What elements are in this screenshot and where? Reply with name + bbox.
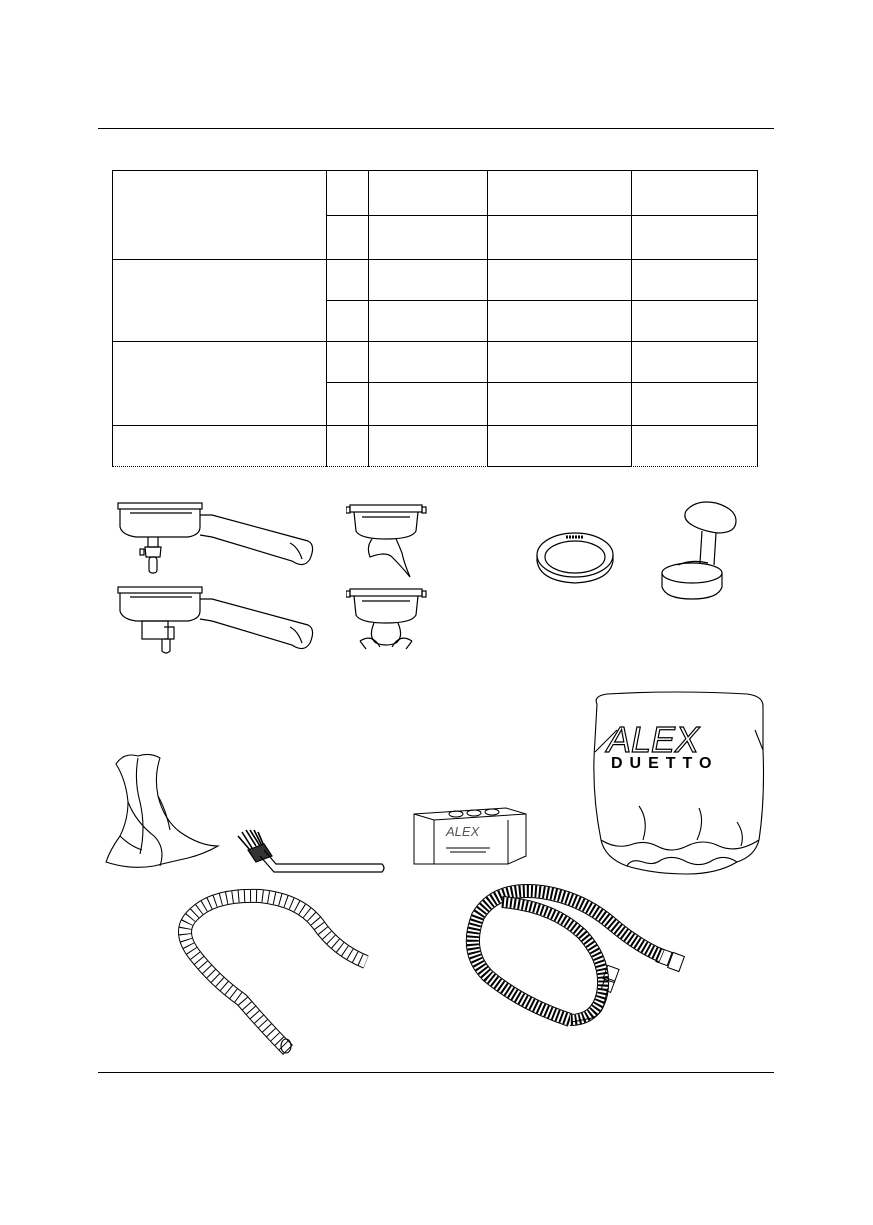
table-cell (487, 170, 631, 215)
portafilter-double-spout-icon (112, 583, 324, 661)
table-cell (368, 382, 487, 425)
table-cell (326, 382, 368, 425)
table-cell (326, 259, 368, 300)
header-rule (98, 128, 774, 129)
tamper-icon (656, 497, 750, 603)
table-cell (487, 259, 631, 300)
table-cell (326, 300, 368, 341)
table-cell (487, 215, 631, 259)
table-cell (631, 170, 758, 215)
filter-basket-double-icon (346, 585, 430, 661)
box-logo-text: ALEX (446, 824, 480, 839)
table-row-label-cell (112, 341, 326, 425)
cover-logo-text: ALEX (607, 719, 700, 760)
table-row-label-cell (112, 259, 326, 341)
cover-model-text: DUETTO (611, 755, 719, 772)
braided-supply-hose-icon (462, 882, 692, 1042)
cleaning-cloth-icon (100, 750, 222, 872)
table-cell (631, 259, 758, 300)
table-cell (631, 425, 758, 467)
footer-rule (98, 1072, 774, 1073)
portafilter-single-spout-icon (112, 497, 324, 579)
table-cell (487, 300, 631, 341)
machine-cover-icon (587, 690, 767, 878)
table-cell (326, 170, 368, 215)
table-cell (368, 170, 487, 215)
table-cell (326, 425, 368, 467)
table-cell (631, 215, 758, 259)
table-row-label-cell (112, 170, 326, 259)
parts-table (112, 170, 758, 467)
table-cell (326, 215, 368, 259)
filter-basket-spout-icon (346, 499, 430, 579)
drain-hose-icon (160, 880, 380, 1056)
table-cell (487, 382, 631, 425)
basket-ring-icon (532, 527, 618, 589)
table-cell (631, 382, 758, 425)
table-cell (326, 341, 368, 382)
table-cell (368, 300, 487, 341)
table-cell (631, 300, 758, 341)
table-cell (368, 341, 487, 382)
table-cell (487, 425, 631, 467)
table-cell (631, 341, 758, 382)
table-cell (368, 425, 487, 467)
blind-filter-box-icon (412, 800, 528, 866)
table-cell (487, 341, 631, 382)
group-brush-icon (232, 826, 388, 876)
table-row-label-cell (112, 425, 326, 467)
table-cell (368, 215, 487, 259)
table-cell (368, 259, 487, 300)
